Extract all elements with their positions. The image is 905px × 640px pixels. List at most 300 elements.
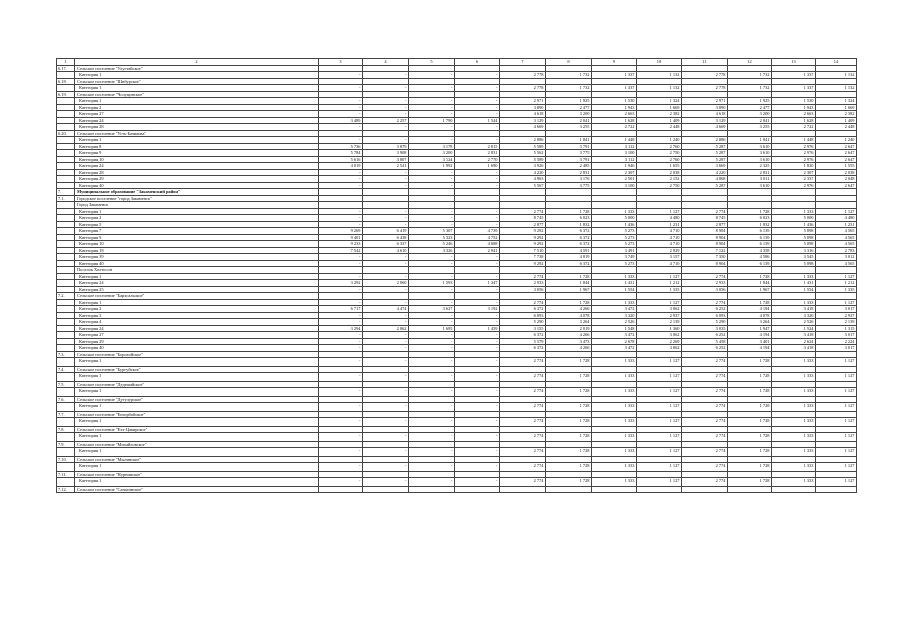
value-cell: 2 971 — [500, 98, 546, 105]
value-cell: - — [409, 299, 455, 306]
value-cell: - — [455, 85, 500, 92]
value-cell: 2 778 — [682, 85, 728, 92]
value-cell: 1 127 — [637, 299, 682, 306]
value-cell: 2 774 — [682, 373, 728, 382]
value-cell: - — [319, 254, 363, 261]
value-cell: 3 775 — [546, 150, 592, 157]
value-cell: 1 728 — [546, 418, 592, 427]
value-cell: - — [363, 286, 409, 293]
value-cell: 1 593 — [409, 280, 455, 287]
value-cell: 4 963 — [500, 176, 546, 183]
value-cell: 4 194 — [728, 306, 772, 313]
value-cell: 3 112 — [592, 156, 637, 163]
value-cell: 1 337 — [592, 85, 637, 92]
value-cell: 1 728 — [728, 418, 772, 427]
value-cell: 6 139 — [728, 260, 772, 267]
value-cell: 4 710 — [637, 260, 682, 267]
row-number: 7.3. — [57, 351, 75, 358]
value-cell: 1 530 — [772, 98, 816, 105]
value-cell: 5 287 — [682, 143, 728, 150]
value-cell: 2 937 — [637, 312, 682, 319]
value-cell: 3 017 — [816, 345, 857, 352]
value-cell: - — [363, 260, 409, 267]
value-cell: 2 152 — [637, 176, 682, 183]
value-cell: 2 774 — [682, 299, 728, 306]
value-cell: - — [409, 373, 455, 382]
section-title: Сельское поселение "Бургуйское" — [75, 366, 319, 373]
value-cell: - — [409, 104, 455, 111]
value-cell: 3 489 — [319, 117, 363, 124]
value-cell: 1 832 — [546, 221, 592, 228]
value-cell: 1 790 — [409, 117, 455, 124]
value-cell: 1 127 — [816, 388, 857, 397]
value-cell: - — [455, 208, 500, 215]
category-name: Категория 28 — [75, 124, 319, 131]
category-name: Категория 5 — [75, 221, 319, 228]
value-cell: 3 264 — [546, 319, 592, 326]
value-cell: 1 628 — [592, 117, 637, 124]
value-cell: - — [319, 403, 363, 412]
value-cell: 2 774 — [682, 478, 728, 487]
value-cell: 2 774 — [500, 448, 546, 457]
value-cell: 2 647 — [816, 143, 857, 150]
value-cell: 6 252 — [682, 332, 728, 339]
value-cell: - — [409, 137, 455, 144]
value-cell: - — [363, 98, 409, 105]
value-cell: 8 904 — [682, 228, 728, 235]
value-cell: 3 610 — [728, 156, 772, 163]
value-cell: - — [455, 338, 500, 345]
value-cell: - — [319, 104, 363, 111]
value-cell: 4 669 — [500, 124, 546, 131]
value-cell: - — [319, 373, 363, 382]
value-cell: 3 320 — [592, 312, 637, 319]
value-cell: 1 231 — [816, 221, 857, 228]
value-cell: 1 436 — [592, 221, 637, 228]
value-cell: - — [455, 254, 500, 261]
value-cell — [772, 486, 816, 493]
value-cell: - — [455, 182, 500, 189]
value-cell: - — [409, 345, 455, 352]
value-cell: 3 192 — [455, 306, 500, 313]
value-cell: 5 246 — [409, 241, 455, 248]
column-number: 1 — [57, 59, 75, 66]
value-cell: 1 360 — [637, 325, 682, 332]
value-cell: 1 333 — [592, 433, 637, 442]
value-cell: - — [409, 286, 455, 293]
value-cell: - — [363, 124, 409, 131]
value-cell: - — [319, 433, 363, 442]
value-cell: 6 093 — [682, 312, 728, 319]
value-cell: 2 976 — [772, 150, 816, 157]
value-cell: - — [455, 312, 500, 319]
value-cell: - — [409, 260, 455, 267]
section-title: Сельское поселение "Дедешайское" — [75, 381, 319, 388]
value-cell: 6 372 — [546, 241, 592, 248]
category-name: Категория 2 — [75, 104, 319, 111]
value-cell: 1 841 — [728, 137, 772, 144]
value-cell: 1 127 — [637, 208, 682, 215]
value-cell: 2 929 — [637, 247, 682, 254]
value-cell: - — [455, 273, 500, 280]
value-cell: 2 269 — [637, 338, 682, 345]
value-cell: 3 129 — [500, 117, 546, 124]
section-title: Сельское поселение "Чолуцинское" — [75, 91, 319, 98]
value-cell: - — [455, 98, 500, 105]
value-cell: 5 098 — [772, 234, 816, 241]
value-cell: 1 436 — [772, 221, 816, 228]
value-cell: 5 307 — [409, 228, 455, 235]
value-cell: 2 774 — [500, 403, 546, 412]
value-cell: 4 591 — [546, 247, 592, 254]
value-cell: 6 337 — [363, 241, 409, 248]
value-cell: 2 774 — [500, 433, 546, 442]
value-cell: 3 890 — [500, 104, 546, 111]
column-number: 4 — [363, 59, 409, 66]
category-name: Категория 1 — [75, 208, 319, 215]
value-cell: 1 333 — [772, 299, 816, 306]
value-cell: 2 062 — [363, 325, 409, 332]
category-name: Категория 40 — [75, 345, 319, 352]
value-cell: 2 060 — [363, 280, 409, 287]
value-cell: 3 062 — [637, 332, 682, 339]
value-cell: 5 458 — [682, 338, 728, 345]
value-cell: 1 333 — [772, 478, 816, 487]
value-cell: 7 738 — [500, 254, 546, 261]
value-cell: 1 132 — [816, 72, 857, 79]
value-cell: 1 832 — [728, 221, 772, 228]
value-cell: 4 480 — [637, 215, 682, 222]
category-name: Категория 39 — [75, 254, 319, 261]
category-name: Категория 1 — [75, 299, 319, 306]
column-number: 6 — [455, 59, 500, 66]
row-number: 7.6. — [57, 396, 75, 403]
value-cell: 2 307 — [592, 169, 637, 176]
value-cell: 1 690 — [455, 163, 500, 170]
value-cell: 6 139 — [728, 241, 772, 248]
value-cell: 1 127 — [816, 273, 857, 280]
value-cell: - — [363, 418, 409, 427]
table-row — [57, 463, 857, 472]
category-name: Категория 10 — [75, 156, 319, 163]
value-cell: 3 200 — [728, 111, 772, 118]
value-cell: 2 663 — [772, 111, 816, 118]
value-cell: 1 335 — [637, 286, 682, 293]
value-cell: 1 333 — [592, 463, 637, 472]
value-cell: 4 266 — [546, 306, 592, 313]
value-cell: 5 098 — [772, 228, 816, 235]
value-cell: 6 372 — [500, 345, 546, 352]
section-title: Сельское поселение "Бархсальское" — [75, 293, 319, 300]
value-cell: - — [319, 182, 363, 189]
value-cell: 4 710 — [637, 241, 682, 248]
value-cell: 2 541 — [363, 163, 409, 170]
value-cell: 4 266 — [546, 332, 592, 339]
value-cell: 3 155 — [500, 325, 546, 332]
value-cell: - — [409, 254, 455, 261]
category-name: Категория 29 — [75, 338, 319, 345]
category-name: Категория 29 — [75, 176, 319, 183]
value-cell: 4 565 — [816, 260, 857, 267]
value-cell: 3 011 — [728, 176, 772, 183]
table-row — [57, 388, 857, 397]
category-name: Категория 28 — [75, 169, 319, 176]
value-cell: 1 127 — [637, 478, 682, 487]
value-cell: 1 127 — [637, 448, 682, 457]
value-cell: 2 886 — [500, 137, 546, 144]
value-cell: 1 728 — [546, 448, 592, 457]
column-number: 8 — [546, 59, 592, 66]
value-cell: - — [409, 182, 455, 189]
value-cell: 1 992 — [409, 163, 455, 170]
value-cell: - — [319, 124, 363, 131]
row-number: 7.4. — [57, 366, 75, 373]
value-cell: - — [319, 358, 363, 367]
value-cell: 2 774 — [500, 373, 546, 382]
value-cell: 1 530 — [592, 98, 637, 105]
value-cell: - — [409, 332, 455, 339]
value-cell: - — [363, 332, 409, 339]
value-cell: - — [363, 312, 409, 319]
row-number: 6.18. — [57, 78, 75, 85]
category-name: Категория 4 — [75, 319, 319, 326]
value-cell: 2 783 — [816, 247, 857, 254]
value-cell: 3 610 — [728, 182, 772, 189]
value-cell: - — [455, 260, 500, 267]
row-number: 7.7. — [57, 411, 75, 418]
value-cell: 4 078 — [728, 312, 772, 319]
value-cell: - — [363, 358, 409, 367]
value-cell: 2 448 — [816, 124, 857, 131]
value-cell: 4 220 — [500, 169, 546, 176]
value-cell: 1 555 — [816, 163, 857, 170]
value-cell: 4 194 — [728, 332, 772, 339]
value-cell: 3 418 — [772, 332, 816, 339]
value-cell: - — [455, 299, 500, 306]
value-cell: 3 124 — [409, 156, 455, 163]
value-cell: 2 325 — [728, 163, 772, 170]
value-cell: 2 501 — [592, 176, 637, 183]
value-cell: 3 491 — [592, 247, 637, 254]
value-cell: 2 774 — [500, 418, 546, 427]
value-cell: 1 728 — [728, 448, 772, 457]
value-cell: - — [363, 273, 409, 280]
section-title: Сельское поселение "Шибурское" — [75, 78, 319, 85]
value-cell: - — [319, 98, 363, 105]
value-cell: 1 967 — [728, 286, 772, 293]
category-name: Категория 9 — [75, 150, 319, 157]
value-cell: - — [455, 215, 500, 222]
value-cell: 1 127 — [816, 403, 857, 412]
value-cell: 6 372 — [546, 234, 592, 241]
value-cell: 1 925 — [728, 98, 772, 105]
value-cell: 1 333 — [772, 448, 816, 457]
value-cell: 2 941 — [455, 247, 500, 254]
value-cell: - — [409, 388, 455, 397]
value-cell: 2 526 — [592, 319, 637, 326]
value-cell: 2 224 — [816, 338, 857, 345]
value-cell: - — [363, 176, 409, 183]
value-cell: 1 212 — [816, 280, 857, 287]
value-cell: 1 212 — [637, 280, 682, 287]
value-cell: 7 510 — [500, 247, 546, 254]
value-cell: 1 695 — [409, 325, 455, 332]
value-cell: 2 774 — [682, 418, 728, 427]
value-cell: 5 736 — [319, 143, 363, 150]
value-cell: 5 098 — [772, 241, 816, 248]
value-cell: 2 257 — [363, 117, 409, 124]
value-cell: 5 273 — [592, 241, 637, 248]
value-cell — [816, 486, 857, 493]
value-cell: 2 448 — [637, 124, 682, 131]
value-cell: 1 946 — [592, 163, 637, 170]
value-cell: 1 524 — [772, 325, 816, 332]
value-cell: - — [319, 137, 363, 144]
category-name: Категория 25 — [75, 286, 319, 293]
value-cell: 2 722 — [772, 124, 816, 131]
value-cell: 1 628 — [772, 117, 816, 124]
category-name: Категория 40 — [75, 260, 319, 267]
value-cell: 5 273 — [592, 234, 637, 241]
value-cell: - — [409, 72, 455, 79]
value-cell: 1 127 — [816, 478, 857, 487]
section-title: Сельское поселение "Нурнинское" — [75, 471, 319, 478]
value-cell — [728, 486, 772, 493]
value-cell: 3 401 — [728, 338, 772, 345]
value-cell: 3 035 — [682, 325, 728, 332]
value-cell: 2 048 — [816, 176, 857, 183]
value-cell: 4 480 — [816, 215, 857, 222]
value-cell: 3 200 — [409, 150, 455, 157]
value-cell: 5 589 — [500, 143, 546, 150]
category-name: Категория 18 — [75, 247, 319, 254]
category-name: Категория 7 — [75, 228, 319, 235]
value-cell: 2 831 — [455, 150, 500, 157]
category-name: Категория 8 — [75, 143, 319, 150]
value-cell: 6 372 — [500, 306, 546, 313]
value-cell: 2 815 — [455, 143, 500, 150]
row-number — [57, 358, 75, 367]
value-cell: - — [363, 433, 409, 442]
value-cell: 5 290 — [500, 319, 546, 326]
category-name: Категория 24 — [75, 163, 319, 170]
value-cell: - — [455, 373, 500, 382]
row-number: 7.5. — [57, 381, 75, 388]
value-cell: 1 448 — [592, 137, 637, 144]
value-cell: - — [363, 254, 409, 261]
value-cell: 4 474 — [363, 306, 409, 313]
category-name: Категория 1 — [75, 273, 319, 280]
table-row — [57, 448, 857, 457]
value-cell: - — [363, 169, 409, 176]
value-cell: - — [363, 182, 409, 189]
value-cell — [637, 486, 682, 493]
value-cell: 1 132 — [637, 72, 682, 79]
value-cell: 2 831 — [728, 169, 772, 176]
value-cell: 2 647 — [816, 156, 857, 163]
value-cell: 1 728 — [728, 373, 772, 382]
value-cell: 1 732 — [728, 72, 772, 79]
value-cell: 2 760 — [637, 143, 682, 150]
value-cell: - — [363, 221, 409, 228]
category-name: Категория 1 — [75, 373, 319, 382]
category-name: Категория 2 — [75, 215, 319, 222]
value-cell: - — [363, 215, 409, 222]
row-number: 7.8. — [57, 426, 75, 433]
value-cell: 8 745 — [682, 215, 728, 222]
value-cell: 4 565 — [816, 234, 857, 241]
category-name: Категория 9 — [75, 234, 319, 241]
value-cell: 2 778 — [500, 72, 546, 79]
section-title: Сельское поселение "Дутулурское" — [75, 396, 319, 403]
value-cell: 5 567 — [500, 182, 546, 189]
row-number: 6.17. — [57, 65, 75, 72]
value-cell: 3 294 — [319, 325, 363, 332]
value-cell: 1 337 — [772, 72, 816, 79]
value-cell: 3 908 — [363, 150, 409, 157]
value-cell: 2 038 — [637, 169, 682, 176]
value-cell: 3 791 — [546, 156, 592, 163]
value-cell: 2 526 — [772, 319, 816, 326]
value-cell: 6 372 — [546, 260, 592, 267]
section-title: Город Закаменск — [75, 202, 319, 209]
value-cell: 2 663 — [592, 111, 637, 118]
value-cell: 1 333 — [772, 388, 816, 397]
value-cell: 1 333 — [772, 358, 816, 367]
value-cell: 6 717 — [319, 306, 363, 313]
row-number — [57, 388, 75, 397]
row-number: 7.12. — [57, 486, 75, 493]
value-cell: - — [455, 463, 500, 472]
value-cell: - — [409, 418, 455, 427]
value-cell: 4 618 — [500, 111, 546, 118]
category-name: Категория 24 — [75, 280, 319, 287]
value-cell: - — [319, 319, 363, 326]
value-cell: 2 750 — [637, 182, 682, 189]
value-cell: 1 459 — [455, 325, 500, 332]
value-cell: 2 774 — [500, 358, 546, 367]
value-cell: 5 000 — [592, 215, 637, 222]
value-cell: 3 472 — [592, 306, 637, 313]
value-cell: 7 542 — [319, 247, 363, 254]
value-cell: 2 778 — [500, 85, 546, 92]
value-cell: 3 100 — [592, 182, 637, 189]
value-cell: 2 774 — [682, 358, 728, 367]
value-cell: 3 056 — [500, 286, 546, 293]
value-cell: 2 976 — [772, 156, 816, 163]
value-cell: 1 967 — [546, 286, 592, 293]
value-cell: - — [409, 319, 455, 326]
value-cell: 4 752 — [455, 234, 500, 241]
value-cell: - — [319, 418, 363, 427]
value-cell: 2 933 — [682, 280, 728, 287]
row-number: 6.20. — [57, 130, 75, 137]
value-cell: - — [409, 312, 455, 319]
value-cell: 1 669 — [816, 104, 857, 111]
value-cell: 4 565 — [816, 241, 857, 248]
value-cell: 2 774 — [682, 448, 728, 457]
value-cell: 3 316 — [772, 247, 816, 254]
value-cell: - — [363, 373, 409, 382]
value-cell: 4 868 — [682, 176, 728, 183]
value-cell: 3 627 — [409, 306, 455, 313]
value-cell: - — [319, 299, 363, 306]
value-cell: 6 438 — [363, 234, 409, 241]
value-cell: 4 618 — [682, 111, 728, 118]
value-cell: 3 926 — [500, 163, 546, 170]
value-cell: 1 324 — [816, 98, 857, 105]
value-cell: - — [455, 72, 500, 79]
